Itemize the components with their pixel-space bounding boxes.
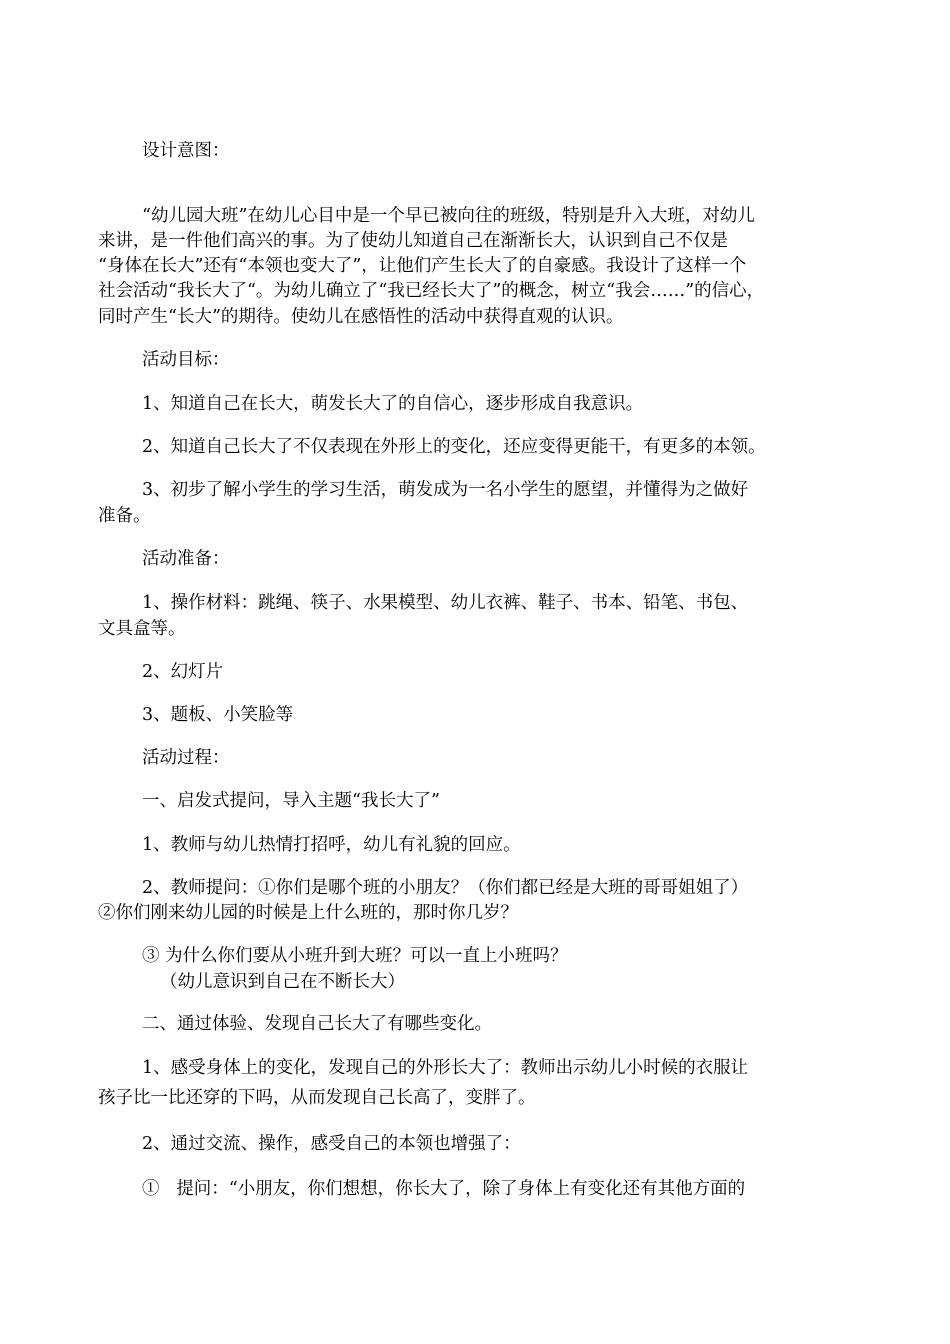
step-item-cont: 孩子比一比还穿的下吗，从而发现自己长高了，变胖了。 bbox=[98, 1088, 536, 1108]
prep-item-cont: 文具盒等。 bbox=[98, 619, 186, 639]
goal-item-cont: 准备。 bbox=[98, 506, 151, 526]
design-para-line: “身体在长大”还有“本领也变大了”，让他们产生长大了的自豪感。我设计了这样一个 bbox=[98, 256, 747, 276]
goal-item: 2、知道自己长大了不仅表现在外形上的变化，还应变得更能干，有更多的本领。 bbox=[142, 437, 766, 457]
prep-heading: 活动准备： bbox=[142, 549, 230, 569]
step-item: 2、教师提问：①你们是哪个班的小朋友？（你们都已经是大班的哥哥姐姐了） bbox=[142, 878, 749, 898]
design-para-line: “幼儿园大班”在幼儿心目中是一个早已被向往的班级，特别是升入大班，对幼儿 bbox=[142, 206, 755, 226]
step-item: 1、感受身体上的变化，发现自己的外形长大了：教师出示幼儿小时候的衣服让 bbox=[142, 1058, 749, 1078]
step-item: 2、通过交流、操作，感受自己的本领也增强了： bbox=[142, 1134, 521, 1154]
design-para-line: 同时产生“长大”的期待。使幼儿在感悟性的活动中获得直观的认识。 bbox=[98, 307, 624, 327]
step-item-cont: ②你们刚来幼儿园的时候是上什么班的，那时你几岁？ bbox=[98, 903, 518, 923]
design-heading: 设计意图： bbox=[142, 141, 230, 161]
design-para-line: 社会活动“我长大了“。为幼儿确立了“我已经长大了”的概念，树立“我会……”的信心， bbox=[98, 281, 765, 301]
goal-item: 1、知道自己在长大，萌发长大了的自信心，逐步形成自我意识。 bbox=[142, 394, 644, 414]
design-para-line: 来讲，是一件他们高兴的事。为了使幼儿知道自己在渐渐长大，认识到自己不仅是 bbox=[98, 231, 728, 251]
prep-item: 1、操作材料：跳绳、筷子、水果模型、幼儿衣裤、鞋子、书本、铅笔、书包、 bbox=[142, 593, 749, 613]
prep-item: 2、幻灯片 bbox=[142, 662, 224, 682]
goals-heading: 活动目标： bbox=[142, 350, 230, 370]
step-item: 1、教师与幼儿热情打招呼，幼儿有礼貌的回应。 bbox=[142, 835, 521, 855]
step-item: ③ 为什么你们要从小班升到大班？可以一直上小班吗？ bbox=[142, 946, 568, 966]
goal-item: 3、初步了解小学生的学习生活，萌发成为一名小学生的愿望，并懂得为之做好 bbox=[142, 480, 749, 500]
step-title: 二、通过体验、发现自己长大了有哪些变化。 bbox=[142, 1014, 492, 1034]
process-heading: 活动过程： bbox=[142, 748, 230, 768]
prep-item: 3、题板、小笑脸等 bbox=[142, 705, 294, 725]
step-title: 一、启发式提问，导入主题“我长大了” bbox=[142, 791, 440, 811]
step-note: （幼儿意识到自己在不断长大） bbox=[160, 972, 405, 992]
step-subitem: ① 提问：“小朋友，你们想想，你长大了，除了身体上有变化还有其他方面的 bbox=[142, 1179, 746, 1199]
